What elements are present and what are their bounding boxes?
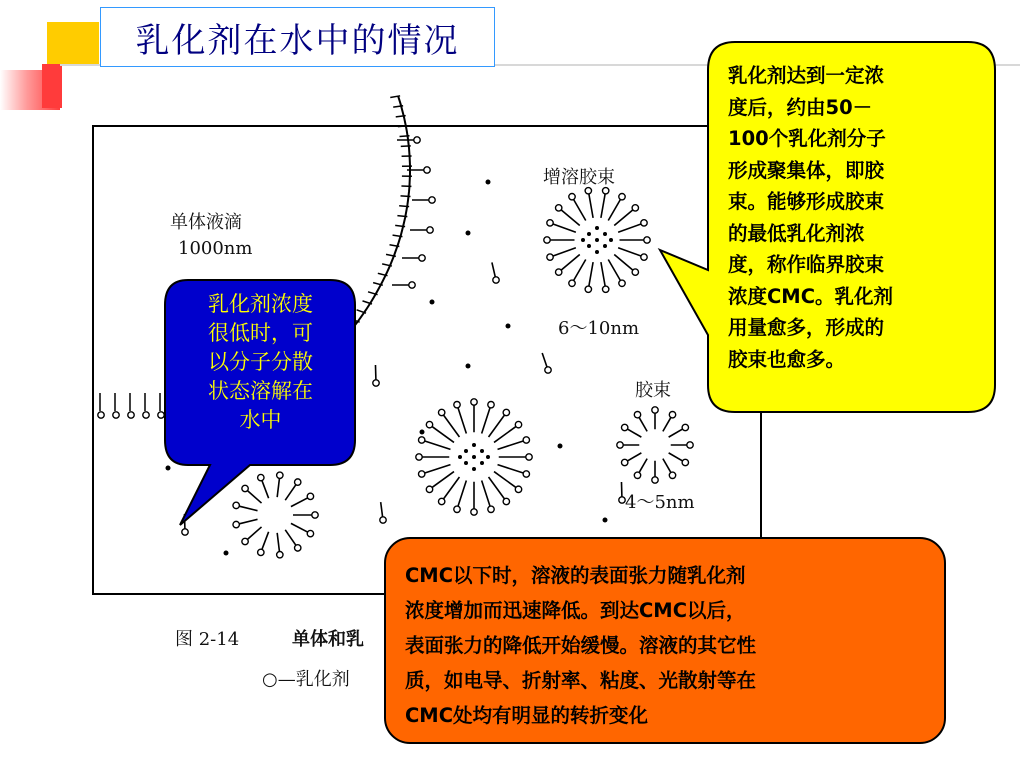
orange-callout-line: 表面张力的降低开始缓慢。溶液的其它性 — [405, 634, 757, 657]
emulsifier-tail — [489, 477, 505, 499]
emulsifier-head — [523, 437, 529, 443]
monomer-dot — [430, 300, 435, 305]
emulsifier-head — [523, 471, 529, 477]
solubilized-dot — [480, 461, 484, 465]
emulsifier-tail — [601, 194, 605, 218]
emulsifier-tail — [492, 262, 495, 276]
emulsifier-tail — [663, 459, 671, 473]
blue-callout-line: 状态溶解在 — [208, 379, 313, 403]
solubilized-dot — [472, 467, 476, 471]
emulsifier-head — [526, 454, 532, 460]
solubilized-dot — [587, 244, 591, 248]
monomer-dot — [466, 231, 471, 236]
emulsifier-tail — [618, 248, 641, 256]
emulsifier-tail — [669, 429, 683, 437]
yellow-callout-line: 用量愈多，形成的 — [728, 316, 885, 339]
blue-callout-line: 水中 — [239, 408, 282, 432]
emulsifier-head — [429, 197, 435, 203]
emulsifier-head — [416, 454, 422, 460]
emulsifier-head — [602, 286, 608, 292]
emulsifier-head — [493, 277, 499, 283]
emulsifier-head — [414, 137, 420, 143]
emulsifier-tail — [669, 453, 683, 461]
yellow-callout-line: 形成聚集体，即胶 — [728, 158, 885, 182]
orange-callout-text — [405, 558, 935, 733]
emulsifier-head — [555, 269, 561, 275]
emulsifier-head — [641, 254, 647, 260]
emulsifier-tail — [482, 408, 490, 434]
emulsifier-head — [634, 411, 640, 417]
emulsifier-tail — [458, 408, 466, 434]
emulsifier-tail — [239, 519, 257, 523]
emulsifier-head — [427, 227, 433, 233]
droplet-hash — [397, 216, 407, 217]
solubilized-dot — [595, 226, 599, 230]
blue-callout-line: 以分子分散 — [208, 350, 313, 374]
emulsifier-head — [454, 401, 460, 407]
emulsifier-tail — [608, 199, 620, 220]
solubilized-dot — [581, 238, 585, 242]
droplet-hash — [398, 126, 408, 127]
yellow-callout-line: 100个乳化剂分子 — [728, 127, 886, 150]
emulsifier-head — [258, 474, 264, 480]
emulsifier-head — [113, 412, 119, 418]
emulsifier-head — [617, 442, 623, 448]
emulsifier-head — [419, 255, 425, 261]
monomer-dot — [506, 324, 511, 329]
yellow-callout-line: 乳化剂达到一定浓 — [728, 64, 885, 87]
emulsifier-tail — [291, 498, 308, 507]
emulsifier-head — [569, 193, 575, 199]
emulsifier-head — [128, 412, 134, 418]
figure-legend: ○—乳化剂 — [262, 669, 350, 690]
emulsifier-head — [621, 424, 627, 430]
yellow-callout-line: 浓度CMC。乳化剂 — [728, 284, 894, 308]
emulsifier-tail — [627, 453, 641, 461]
solubilized-dot — [609, 238, 613, 242]
emulsifier-head — [515, 486, 521, 492]
emulsifier-head — [233, 521, 239, 527]
emulsifier-head — [471, 399, 477, 405]
emulsifier-head — [438, 409, 444, 415]
emulsifier-head — [545, 367, 551, 373]
emulsifier-head — [277, 472, 283, 478]
emulsifier-head — [143, 412, 149, 418]
emulsifier-head — [652, 407, 658, 413]
emulsifier-head — [555, 205, 561, 211]
solubilized-dot — [486, 455, 490, 459]
emulsifier-head — [418, 437, 424, 443]
emulsifier-head — [277, 552, 283, 558]
emulsifier-head — [634, 472, 640, 478]
solubilized-micelle-label: 增溶胶束 — [543, 167, 615, 188]
micelle — [544, 188, 650, 293]
emulsifier-head — [312, 512, 318, 518]
emulsifier-head — [621, 459, 627, 465]
emulsifier-tail — [285, 530, 296, 545]
solubilized-dot — [464, 449, 468, 453]
emulsifier-tail — [639, 417, 647, 431]
emulsifier-tail — [542, 353, 547, 367]
emulsifier-head — [547, 220, 553, 226]
emulsifier-head — [488, 506, 494, 512]
solubilized-dot — [480, 449, 484, 453]
emulsifier-tail — [381, 502, 383, 517]
emulsifier-head — [669, 411, 675, 417]
solubilized-dot — [603, 232, 607, 236]
emulsifier-tail — [608, 259, 620, 280]
yellow-callout-line: 度，称作临界胶束 — [728, 253, 885, 276]
solubilized-dot — [472, 443, 476, 447]
monomer-dot — [224, 551, 229, 556]
emulsifier-head — [424, 167, 430, 173]
emulsifier-head — [585, 286, 591, 292]
emulsifier-head — [373, 380, 379, 386]
solubilized-micelle-size: 6～10nm — [558, 318, 640, 339]
emulsifier-head — [307, 493, 313, 499]
emulsifier-tail — [589, 262, 593, 286]
monomer-dot — [466, 364, 471, 369]
emulsifier-tail — [458, 481, 466, 507]
emulsifier-head — [471, 509, 477, 515]
emulsifier-head — [258, 549, 264, 555]
yellow-callout-text — [728, 60, 983, 375]
emulsifier-head — [488, 401, 494, 407]
emulsifier-head — [669, 472, 675, 478]
solubilized-dot — [464, 461, 468, 465]
emulsifier-head — [503, 409, 509, 415]
emulsifier-tail — [239, 506, 257, 510]
emulsifier-head — [632, 269, 638, 275]
emulsifier-head — [438, 498, 444, 504]
emulsifier-tail — [494, 472, 516, 488]
emulsifier-tail — [498, 465, 524, 473]
emulsifier-head — [242, 538, 248, 544]
emulsifier-head — [307, 530, 313, 536]
monomer-dot — [603, 518, 608, 523]
emulsifier-head — [515, 421, 521, 427]
droplet-hash — [401, 196, 411, 197]
orange-callout-line: CMC处均有明显的转折变化 — [405, 704, 649, 727]
emulsifier-head — [418, 471, 424, 477]
micelle — [617, 407, 693, 483]
emulsifier-head — [454, 506, 460, 512]
emulsifier-head — [687, 442, 693, 448]
emulsifier-tail — [663, 417, 671, 431]
solubilized-dot — [472, 455, 476, 459]
emulsifier-head — [544, 237, 550, 243]
orange-callout-line: 质，如电导、折射率、粘度、光散射等在 — [405, 669, 757, 692]
emulsifier-head — [242, 485, 248, 491]
solubilized-dot — [587, 232, 591, 236]
emulsifier-tail — [639, 459, 647, 473]
emulsifier-tail — [498, 441, 524, 449]
droplet-hash — [401, 146, 411, 147]
emulsifier-tail — [489, 415, 505, 437]
emulsifier-tail — [277, 478, 279, 497]
micelle-size: 4～5nm — [625, 492, 695, 513]
emulsifier-head — [619, 193, 625, 199]
emulsifier-head — [98, 412, 104, 418]
emulsifier-tail — [618, 224, 641, 232]
figure-caption-text: 单体和乳 — [292, 629, 364, 650]
emulsifier-tail — [432, 427, 454, 443]
solubilized-dot — [603, 244, 607, 248]
emulsifier-tail — [277, 533, 279, 552]
monomer-dot — [486, 180, 491, 185]
emulsifier-tail — [553, 224, 576, 232]
emulsifier-tail — [262, 532, 269, 550]
emulsifier-head — [233, 502, 239, 508]
orange-callout-line: 浓度增加而迅速降低。到达CMC以后， — [405, 599, 746, 622]
emulsifier-head — [641, 220, 647, 226]
emulsifier-tail — [574, 259, 586, 280]
emulsifier-tail — [444, 477, 460, 499]
emulsifier-tail — [247, 491, 261, 503]
emulsifier-tail — [425, 465, 451, 473]
droplet-hash — [400, 136, 410, 137]
emulsifier-tail — [247, 527, 261, 539]
emulsifier-tail — [494, 427, 516, 443]
blue-callout-line: 很低时，可 — [208, 321, 313, 345]
emulsifier-tail — [285, 485, 296, 500]
emulsifier-tail — [614, 254, 633, 270]
emulsifier-head — [380, 517, 386, 523]
emulsifier-tail — [601, 262, 605, 286]
emulsifier-head — [295, 545, 301, 551]
emulsifier-tail — [574, 199, 586, 220]
emulsifier-head — [652, 477, 658, 483]
emulsifier-tail — [561, 254, 580, 270]
emulsifier-head — [547, 254, 553, 260]
emulsifier-tail — [614, 210, 633, 226]
solubilized-dot — [595, 238, 599, 242]
monomer-droplet-size: 1000nm — [178, 238, 253, 259]
emulsifier-head — [295, 479, 301, 485]
emulsifier-head — [682, 424, 688, 430]
figure-caption-number: 图 2-14 — [175, 629, 240, 650]
emulsifier-head — [409, 282, 415, 288]
emulsifier-tail — [589, 194, 593, 218]
micelle — [233, 472, 318, 558]
emulsifier-head — [182, 529, 188, 535]
monomer-dot — [558, 444, 563, 449]
emulsifier-head — [426, 421, 432, 427]
monomer-dot — [420, 430, 425, 435]
emulsifier-head — [158, 412, 164, 418]
droplet-hash — [399, 206, 409, 207]
emulsifier-tail — [291, 523, 308, 532]
emulsifier-head — [644, 237, 650, 243]
emulsifier-head — [682, 459, 688, 465]
yellow-callout-line: 度后，约由50－ — [728, 95, 873, 119]
emulsifier-head — [632, 205, 638, 211]
emulsifier-head — [619, 280, 625, 286]
yellow-callout-line: 胶束也愈多。 — [728, 347, 846, 371]
emulsifier-head — [503, 498, 509, 504]
emulsifier-tail — [482, 481, 490, 507]
emulsifier-head — [426, 486, 432, 492]
micelle — [416, 399, 532, 515]
blue-callout-line: 乳化剂浓度 — [208, 292, 313, 316]
yellow-callout-line: 束。能够形成胶束 — [728, 190, 885, 213]
emulsifier-tail — [425, 441, 451, 449]
monomer-droplet-label: 单体液滴 — [170, 212, 242, 233]
emulsifier-tail — [561, 210, 580, 226]
orange-callout-line: CMC以下时，溶液的表面张力随乳化剂 — [405, 564, 746, 587]
emulsifier-tail — [553, 248, 576, 256]
solubilized-dot — [458, 455, 462, 459]
emulsifier-tail — [444, 415, 460, 437]
emulsifier-tail — [432, 472, 454, 488]
micelle-label: 胶束 — [635, 380, 671, 401]
solubilized-dot — [595, 250, 599, 254]
monomer-dot — [166, 466, 171, 471]
emulsifier-tail — [262, 481, 269, 499]
emulsifier-head — [569, 280, 575, 286]
yellow-callout-line: 的最低乳化剂浓 — [728, 221, 865, 245]
emulsifier-tail — [627, 429, 641, 437]
slide-title: 乳化剂在水中的情况 — [135, 20, 460, 61]
blue-callout-text — [168, 290, 353, 435]
